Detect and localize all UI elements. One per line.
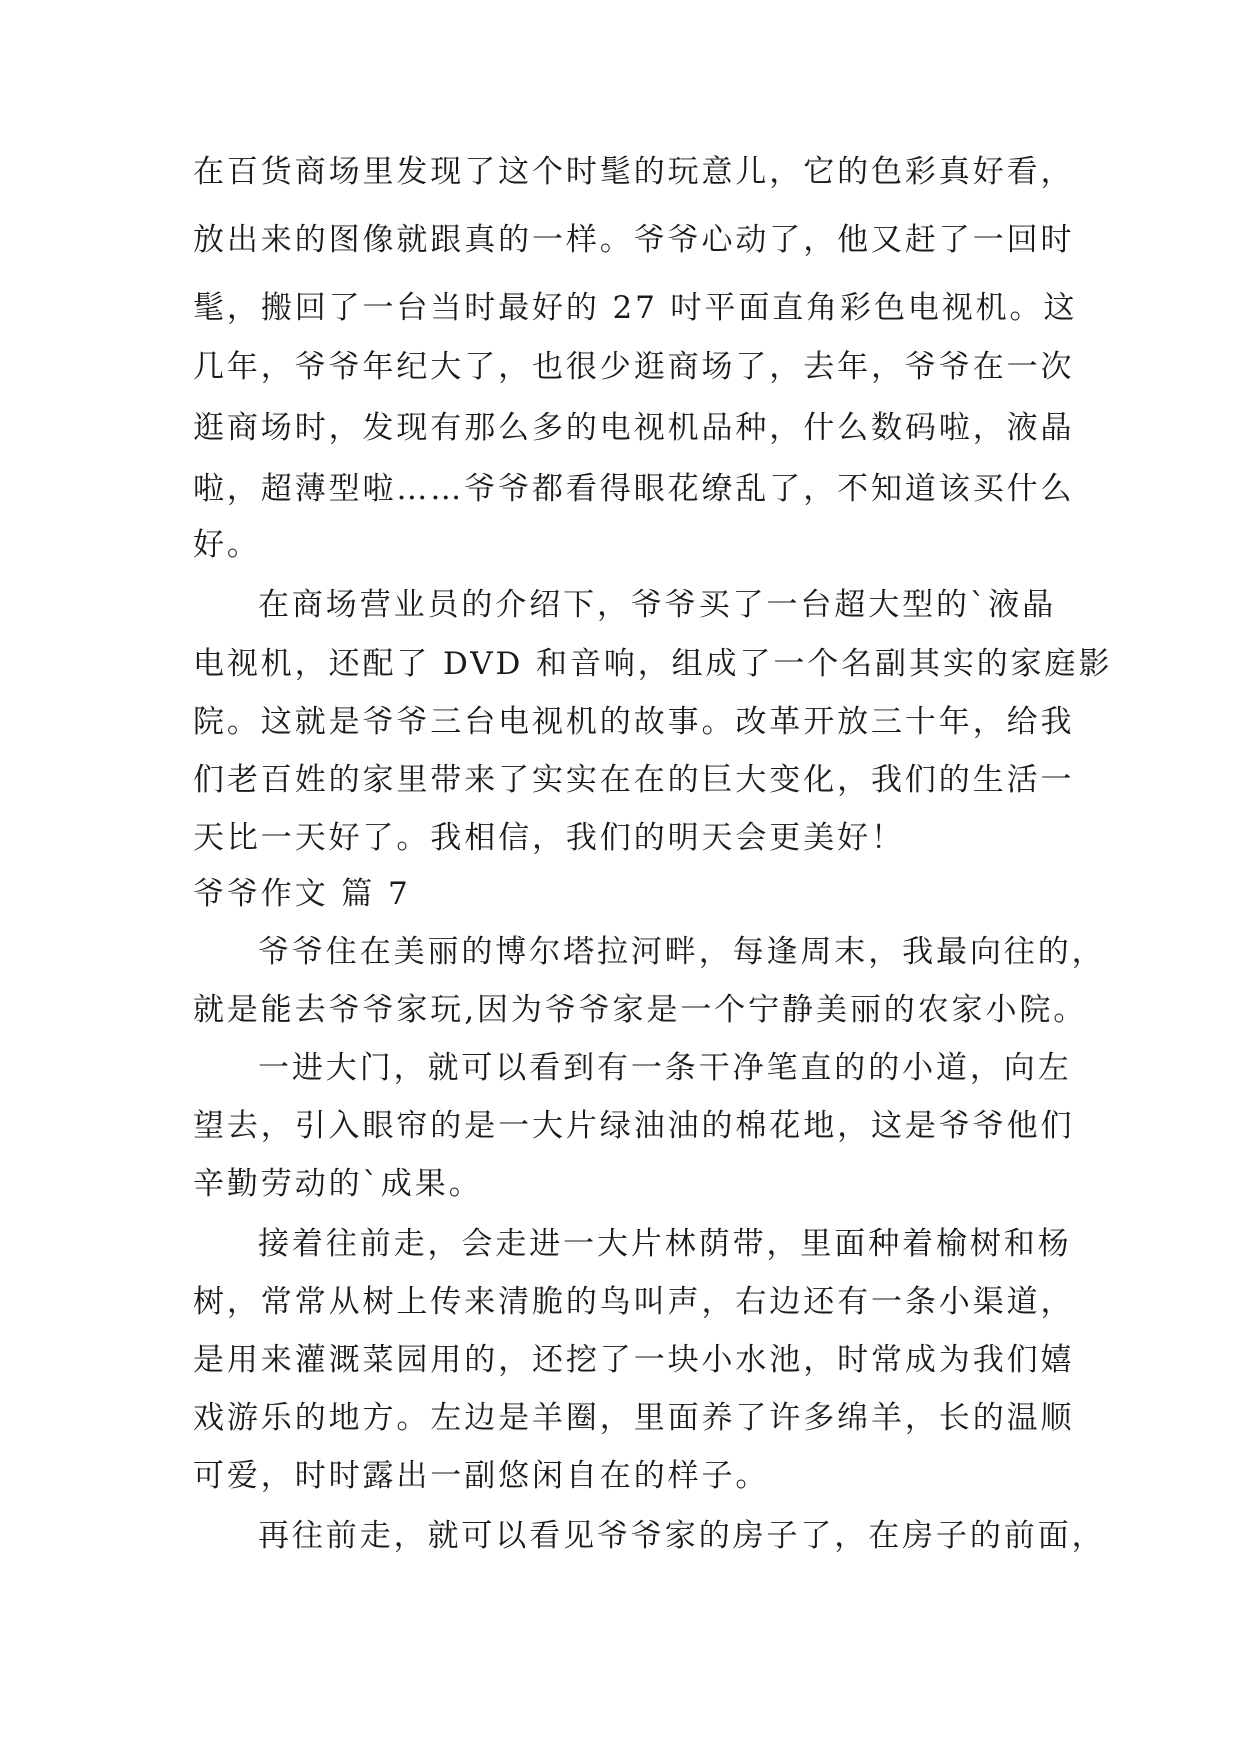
text-line: 放出来的图像就跟真的一样。爷爷心动了，他又赶了一回时: [193, 222, 1075, 258]
text-line: 逛商场时，发现有那么多的电视机品种，什么数码啦，液晶: [193, 410, 1075, 446]
text-line: 髦，搬回了一台当时最好的 27 吋平面直角彩色电视机。这: [193, 290, 1078, 326]
text-line: 啦，超薄型啦……爷爷都看得眼花缭乱了，不知道该买什么: [193, 471, 1075, 507]
section-heading: 爷爷作文 篇 7: [193, 876, 411, 912]
text-line: 好。: [193, 527, 261, 563]
text-line: 可爱，时时露出一副悠闲自在的样子。: [193, 1458, 770, 1494]
text-line: 天比一天好了。我相信，我们的明天会更美好！: [193, 820, 905, 856]
text-line: 辛勤劳动的`成果。: [193, 1166, 483, 1202]
paragraph-first-line: 一进大门，就可以看到有一条干净笔直的的小道，向左: [258, 1050, 1072, 1086]
paragraph-first-line: 爷爷住在美丽的博尔塔拉河畔，每逢周末，我最向往的，: [258, 934, 1106, 970]
text-line: 树，常常从树上传来清脆的鸟叫声，右边还有一条小渠道，: [193, 1284, 1075, 1320]
text-line: 几年，爷爷年纪大了，也很少逛商场了，去年，爷爷在一次: [193, 349, 1075, 385]
text-line: 在百货商场里发现了这个时髦的玩意儿，它的色彩真好看，: [193, 154, 1075, 190]
text-line: 望去，引入眼帘的是一大片绿油油的棉花地，这是爷爷他们: [193, 1108, 1075, 1144]
text-line: 电视机，还配了 DVD 和音响，组成了一个名副其实的家庭影: [193, 646, 1113, 682]
text-line: 戏游乐的地方。左边是羊圈，里面养了许多绵羊，长的温顺: [193, 1400, 1075, 1436]
text-line: 是用来灌溉菜园用的，还挖了一块小水池，时常成为我们嬉: [193, 1342, 1075, 1378]
text-line: 院。这就是爷爷三台电视机的故事。改革开放三十年，给我: [193, 704, 1075, 740]
text-line: 们老百姓的家里带来了实实在在的巨大变化，我们的生活一: [193, 762, 1075, 798]
text-line: 就是能去爷爷家玩,因为爷爷家是一个宁静美丽的农家小院。: [193, 992, 1088, 1028]
paragraph-first-line: 接着往前走，会走进一大片林荫带，里面种着榆树和杨: [258, 1226, 1072, 1262]
paragraph-first-line: 再往前走，就可以看见爷爷家的房子了，在房子的前面，: [258, 1518, 1106, 1554]
paragraph-first-line: 在商场营业员的介绍下，爷爷买了一台超大型的`液晶: [258, 587, 1057, 623]
